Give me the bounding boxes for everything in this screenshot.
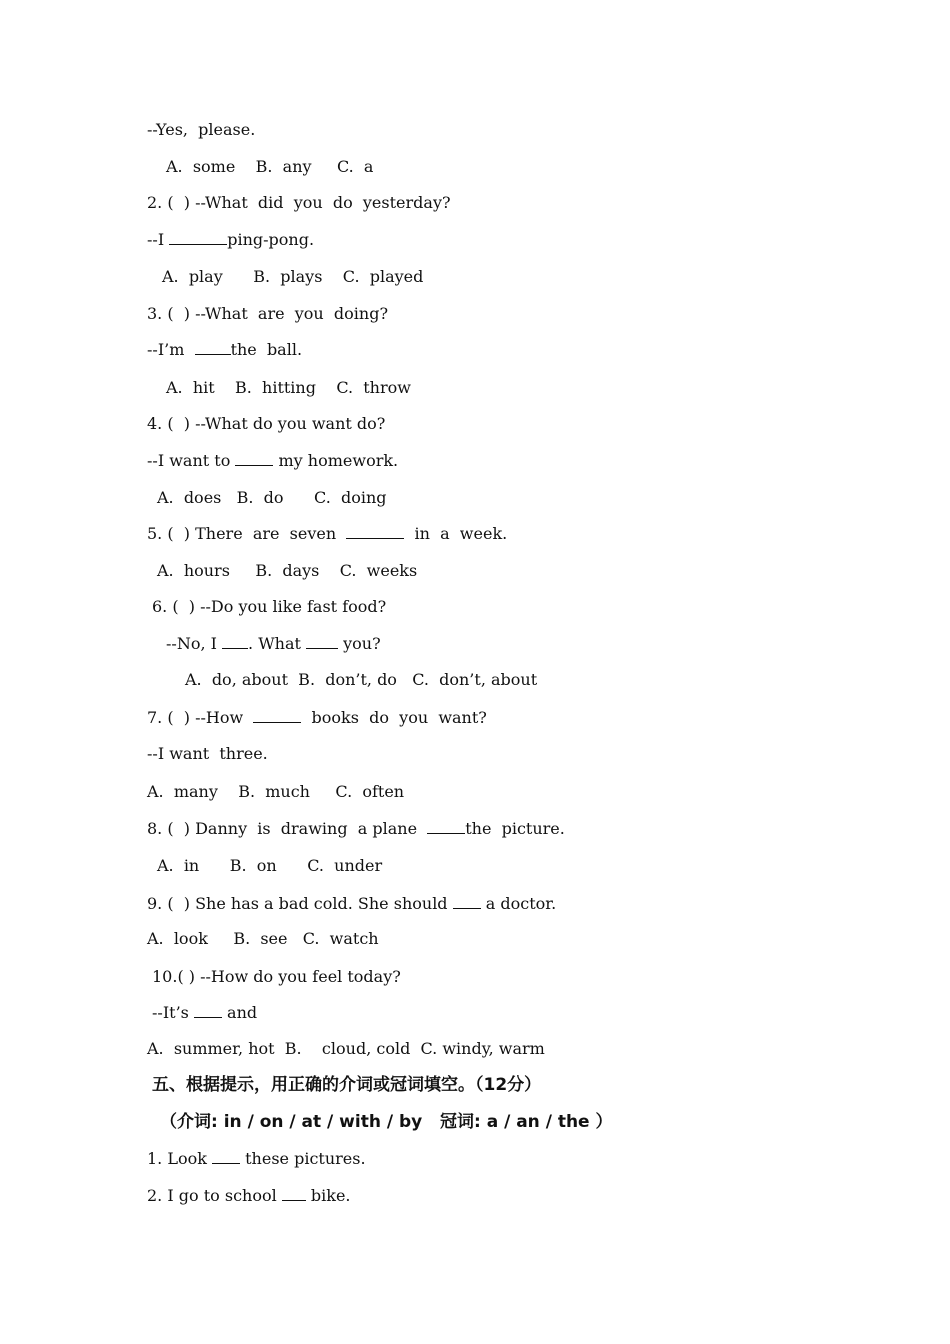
- answer-line: --Yes, please.: [147, 120, 256, 139]
- answer-line: --No, I . What you?: [166, 634, 381, 653]
- blank: [194, 1003, 222, 1018]
- blank: [212, 1149, 240, 1164]
- fill-question-2: 2. I go to school bike.: [147, 1186, 351, 1205]
- options-line: A. does B. do C. doing: [157, 488, 387, 507]
- question-10: 10.( ) --How do you feel today?: [152, 967, 401, 986]
- answer-line: --I ping-pong.: [147, 230, 315, 249]
- blank: [453, 894, 481, 909]
- options-line: A. do, about B. don’t, do C. don’t, about: [185, 670, 538, 689]
- answer-line: --I want three.: [147, 744, 268, 763]
- answer-line: --I’m the ball.: [147, 340, 303, 359]
- section-5-hint: （介词: in / on / at / with / by 冠词: a / an / the ）: [160, 1112, 613, 1132]
- answer-line: --I want to my homework.: [147, 451, 399, 470]
- blank: [253, 708, 301, 723]
- options-line: A. summer, hot B. cloud, cold C. windy, warm: [147, 1039, 545, 1058]
- blank: [195, 340, 231, 355]
- options-line: A. look B. see C. watch: [147, 929, 379, 948]
- options-line: A. hit B. hitting C. throw: [166, 378, 411, 397]
- question-2: 2. ( ) --What did you do yesterday?: [147, 193, 451, 212]
- blank: [222, 634, 248, 649]
- question-7: 7. ( ) --How books do you want?: [147, 708, 487, 727]
- blank: [427, 819, 465, 834]
- question-5: 5. ( ) There are seven in a week.: [147, 524, 508, 543]
- question-4: 4. ( ) --What do you want do?: [147, 414, 386, 433]
- section-5-title: 五、根据提示，用正确的介词或冠词填空。（12分）: [152, 1075, 542, 1095]
- options-line: A. play B. plays C. played: [162, 267, 424, 286]
- question-9: 9. ( ) She has a bad cold. She should a doctor.: [147, 894, 557, 913]
- answer-line: --It’s and: [152, 1003, 258, 1022]
- options-line: A. some B. any C. a: [166, 157, 374, 176]
- options-line: A. in B. on C. under: [157, 856, 383, 875]
- blank: [235, 451, 273, 466]
- options-line: A. many B. much C. often: [147, 782, 405, 801]
- blank: [169, 230, 227, 245]
- blank: [282, 1186, 306, 1201]
- question-8: 8. ( ) Danny is drawing a plane the picture.: [147, 819, 565, 838]
- options-line: A. hours B. days C. weeks: [157, 561, 418, 580]
- fill-question-1: 1. Look these pictures.: [147, 1149, 366, 1168]
- blank: [346, 524, 404, 539]
- question-6: 6. ( ) --Do you like fast food?: [152, 597, 387, 616]
- question-3: 3. ( ) --What are you doing?: [147, 304, 389, 323]
- blank: [306, 634, 338, 649]
